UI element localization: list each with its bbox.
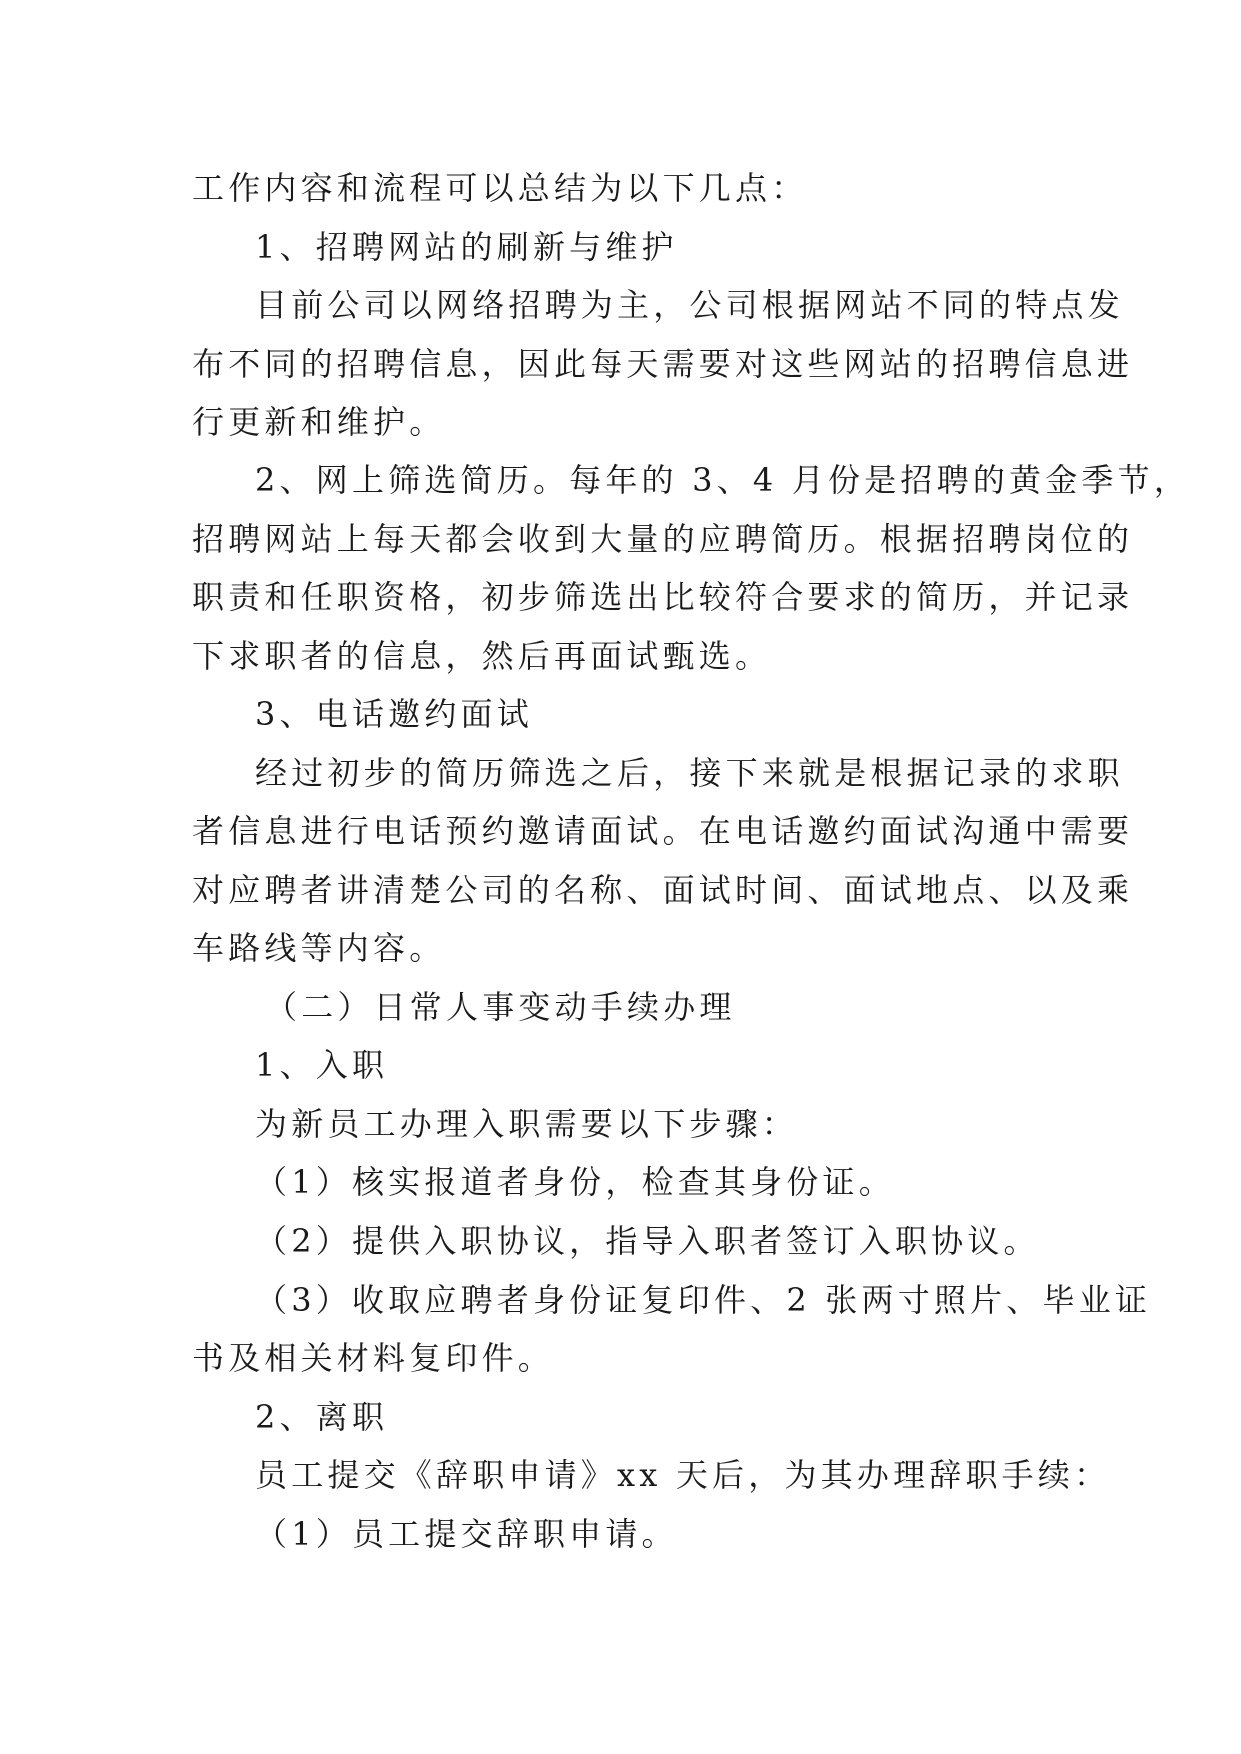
paragraph-line: 车路线等内容。 <box>192 929 446 967</box>
paragraph-line: 行更新和维护。 <box>192 403 446 441</box>
paragraph-line: 经过初步的简历筛选之后，接下来就是根据记录的求职 <box>255 754 1124 792</box>
section-heading: 1、入职 <box>255 1046 389 1084</box>
section-heading: 3、电话邀约面试 <box>255 695 533 733</box>
paragraph-line: 布不同的招聘信息，因此每天需要对这些网站的招聘信息进 <box>192 345 1134 383</box>
paragraph-line: 职责和任职资格，初步筛选出比较符合要求的简历，并记录 <box>192 578 1134 616</box>
paragraph-line: 对应聘者讲清楚公司的名称、面试时间、面试地点、以及乘 <box>192 871 1134 909</box>
list-item: （3）收取应聘者身份证复印件、2 张两寸照片、毕业证 <box>255 1281 1152 1319</box>
paragraph-line: 下求职者的信息，然后再面试甄选。 <box>192 637 772 675</box>
section-heading: 1、招聘网站的刷新与维护 <box>255 228 678 266</box>
section-heading: 2、离职 <box>255 1398 389 1436</box>
list-item: （2）提供入职协议，指导入职者签订入职协议。 <box>255 1222 1040 1260</box>
paragraph-line: 2、网上筛选简历。每年的 3、4 月份是招聘的黄金季节， <box>255 461 1191 499</box>
paragraph-line: 者信息进行电话预约邀请面试。在电话邀约面试沟通中需要 <box>192 812 1134 850</box>
paragraph-line: 为新员工办理入职需要以下步骤： <box>255 1105 799 1143</box>
paragraph-line: 目前公司以网络招聘为主，公司根据网站不同的特点发 <box>255 286 1124 324</box>
paragraph-line: 工作内容和流程可以总结为以下几点： <box>192 169 808 207</box>
paragraph-line: 员工提交《辞职申请》xx 天后，为其办理辞职手续： <box>255 1456 1111 1494</box>
paragraph-line: 招聘网站上每天都会收到大量的应聘简历。根据招聘岗位的 <box>192 520 1134 558</box>
paragraph-line: 书及相关材料复印件。 <box>192 1339 555 1377</box>
section-heading: （二）日常人事变动手续办理 <box>265 988 736 1026</box>
list-item: （1）核实报道者身份，检查其身份证。 <box>255 1163 895 1201</box>
list-item: （1）员工提交辞职申请。 <box>255 1515 678 1553</box>
